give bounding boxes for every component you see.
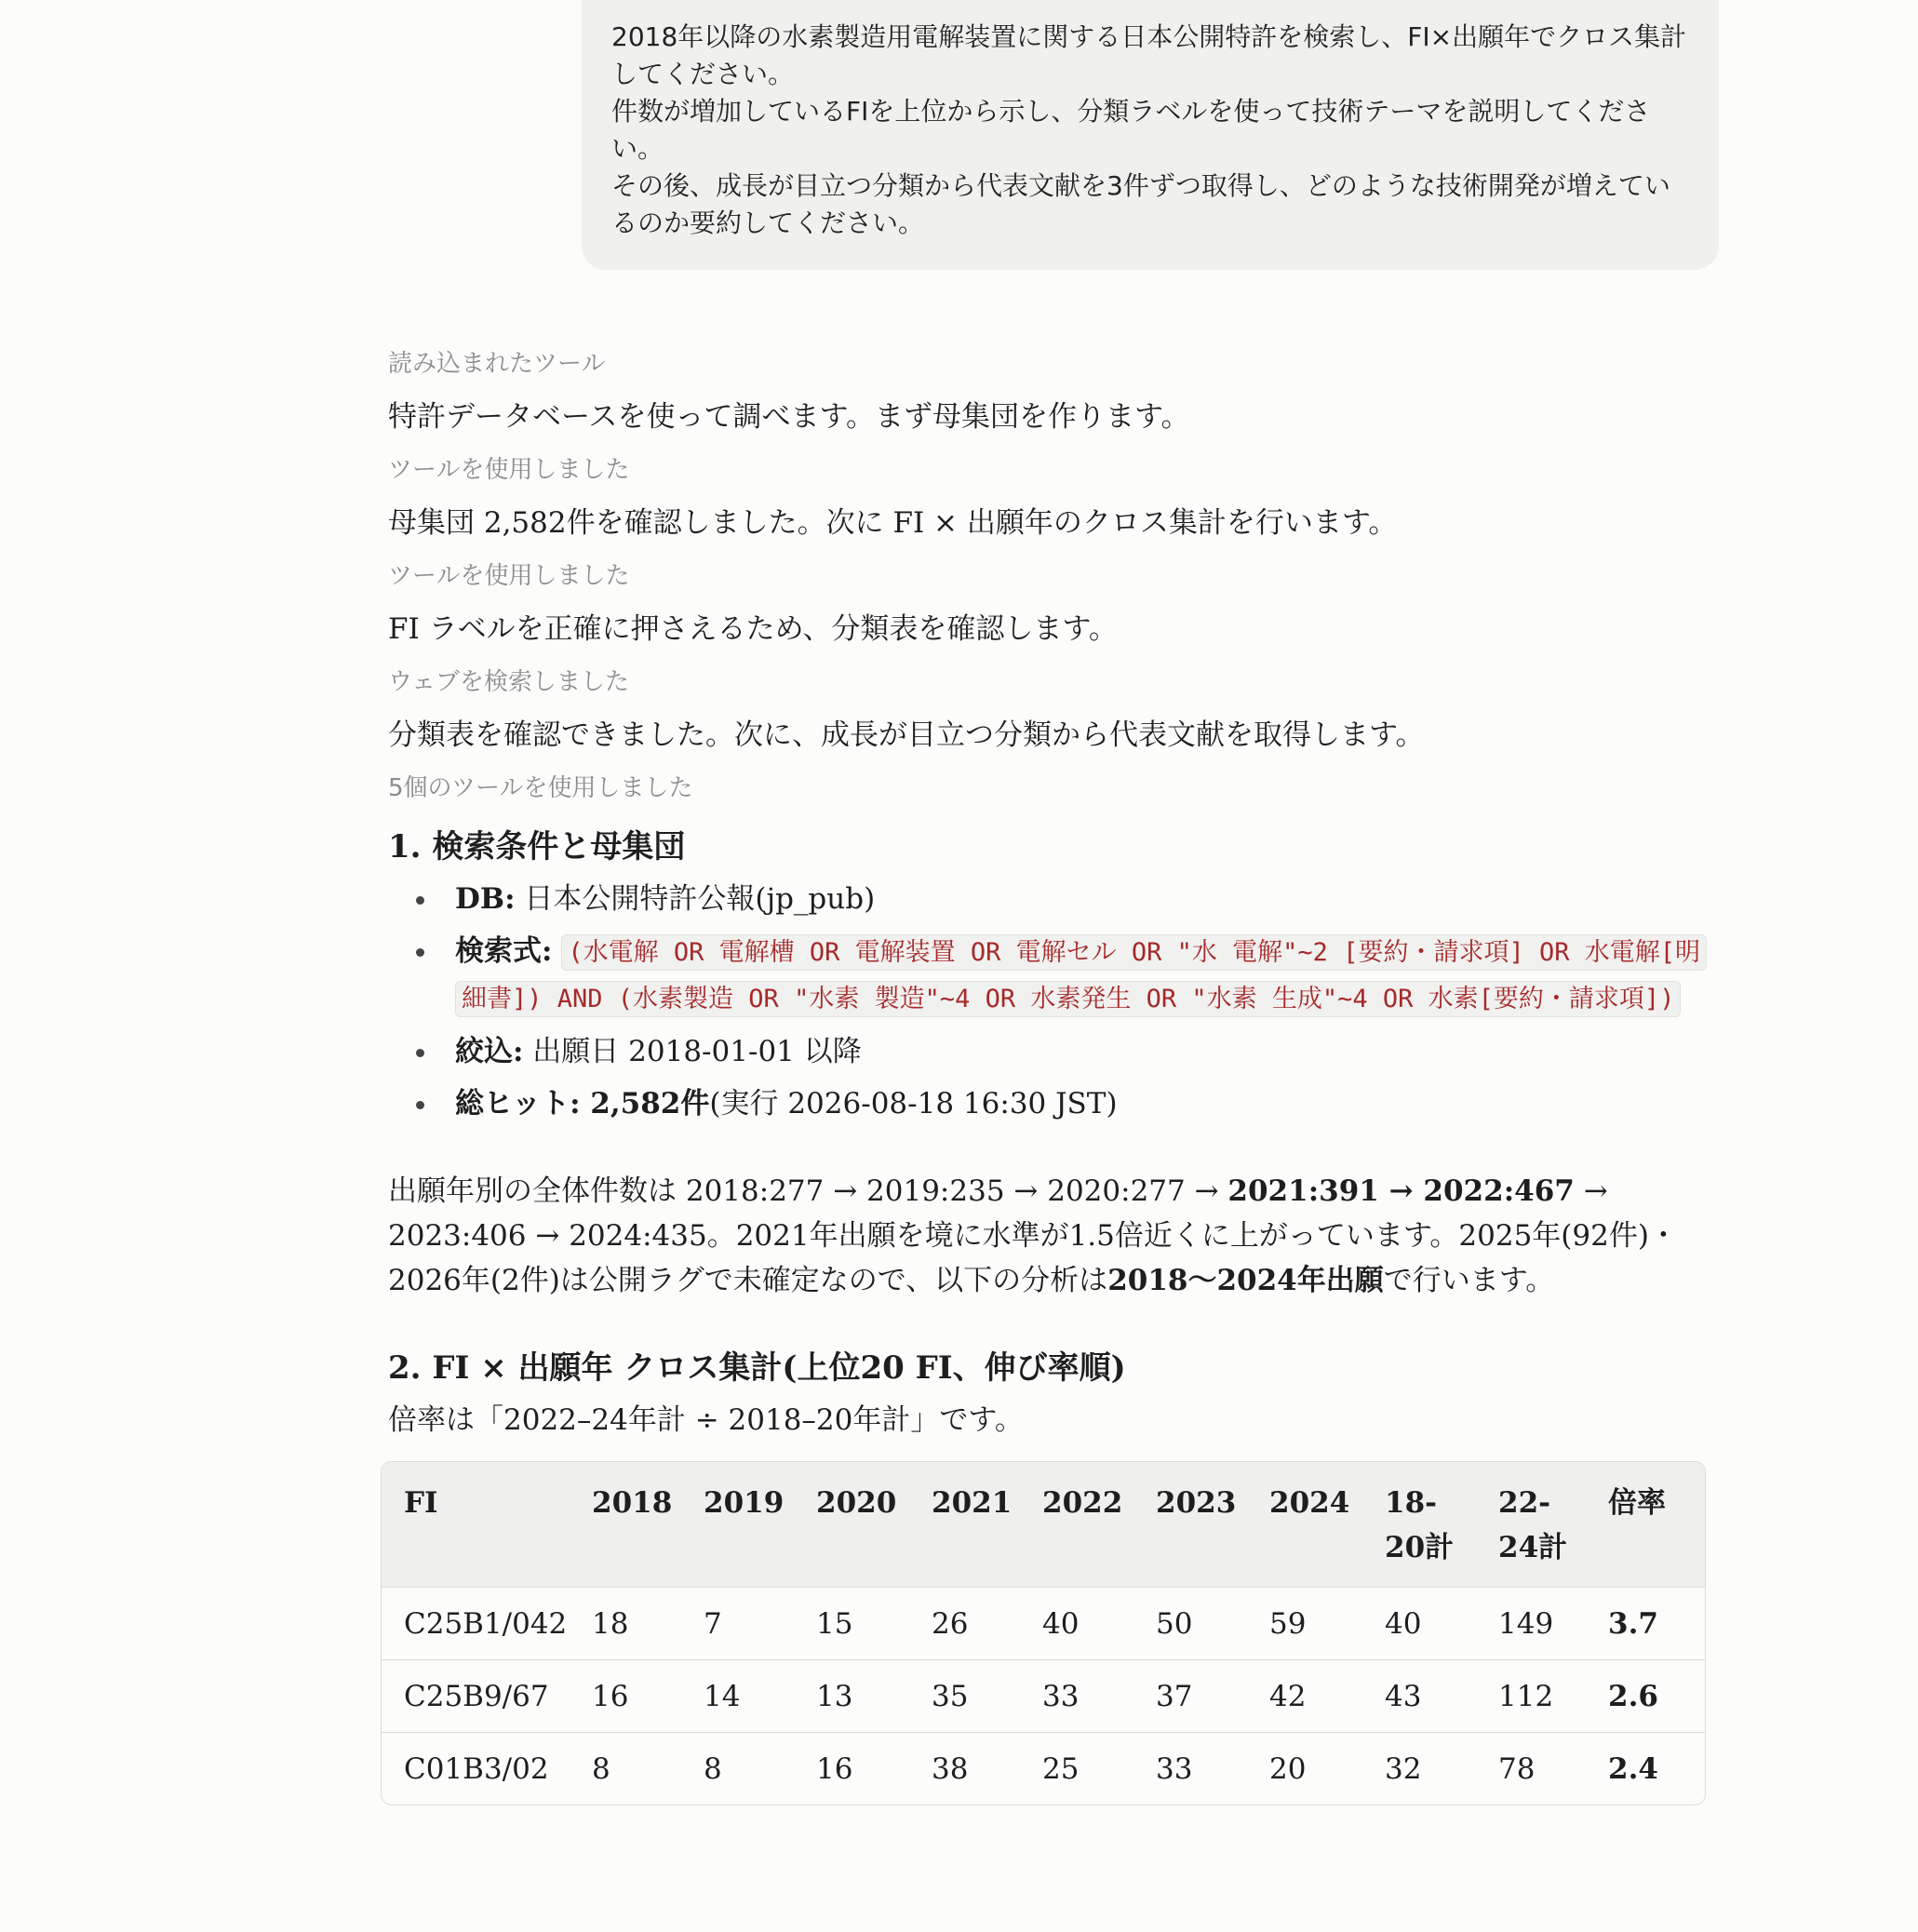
table-header-cell: 2022 — [1042, 1486, 1123, 1520]
table-cell: 43 — [1362, 1660, 1476, 1733]
table-cell: 32 — [1362, 1733, 1476, 1805]
table-cell: 50 — [1133, 1588, 1247, 1660]
table-cell: 59 — [1247, 1588, 1362, 1660]
assistant-message-3: FI ラベルを正確に押さえるため、分類表を確認します。 — [388, 612, 1118, 646]
user-message-line-1: 2018年以降の水素製造用電解装置に関する日本公開特許を検索し、FI×出願年でクロス集計してください。 — [611, 21, 1687, 89]
table-cell: 13 — [794, 1660, 909, 1733]
table-cell: 16 — [794, 1733, 909, 1805]
table-header-cell: 2024 — [1269, 1486, 1350, 1520]
table-cell: 149 — [1476, 1588, 1586, 1660]
list-item-query — [455, 929, 1710, 1022]
table-cell: 37 — [1133, 1660, 1247, 1733]
table-header-cell: FI — [404, 1486, 438, 1520]
search-conditions-list — [388, 877, 1710, 1126]
table-cell: 20 — [1247, 1733, 1362, 1805]
table-cell: 40 — [1020, 1588, 1133, 1660]
table-cell: 35 — [909, 1660, 1020, 1733]
list-item-filter — [455, 1029, 1710, 1074]
table-cell: C25B9/67 — [382, 1660, 570, 1733]
section-2-heading: 2. FI × 出願年 クロス集計(上位20 FI、伸び率順) — [388, 1349, 1126, 1387]
list-item-db — [455, 877, 1710, 921]
table-cell: 16 — [570, 1660, 681, 1733]
table-cell: 33 — [1020, 1660, 1133, 1733]
paragraph-text-1: 出願年別の全体件数は 2018:277 → 2019:235 → 2020:277 → — [388, 1174, 1228, 1208]
tools-used-5-status[interactable]: 5個のツールを使用しました — [388, 774, 693, 802]
table-header-cell: 2020 — [816, 1486, 897, 1520]
hits-value: 2,582件 — [580, 1087, 710, 1120]
table-cell: 15 — [794, 1588, 909, 1660]
db-label: DB: — [455, 882, 516, 916]
section-1-heading: 1. 検索条件と母集団 — [388, 828, 686, 865]
user-message-bubble — [582, 0, 1719, 270]
web-search-status[interactable]: ウェブを検索しました — [388, 668, 629, 696]
table-row — [382, 1660, 1705, 1733]
db-value: 日本公開特許公報(jp_pub) — [515, 882, 876, 916]
query-label: 検索式: — [455, 934, 553, 968]
user-message-line-3: その後、成長が目立つ分類から代表文献を3件ずつ取得し、どのような技術開発が増えているのか要約してください。 — [611, 170, 1670, 238]
search-query-code: (水電解 OR 電解槽 OR 電解装置 OR 電解セル OR "水 電解"~2 [要約・請求項] OR 水電解[明細書]) AND (水素製造 OR "水素 製造"~4 OR 水素発生 OR "水素 生成"~4 OR 水素[要約・請求項]) — [455, 934, 1707, 1017]
table-cell: 8 — [681, 1733, 794, 1805]
table-cell: 33 — [1133, 1733, 1247, 1805]
table-cell: 25 — [1020, 1733, 1133, 1805]
list-item-hits — [455, 1081, 1710, 1126]
assistant-response — [388, 346, 1710, 1805]
paragraph-text-2: → 2023:406 → 2024:435。2021年出願を境に水準が1.5倍近くに上がっています。2025年(92件)・2026年(2件)は公開ラグで未確定なので、以下の分析は — [388, 1174, 1678, 1297]
table-cell: 42 — [1247, 1660, 1362, 1733]
tool-used-status-2[interactable]: ツールを使用しました — [388, 562, 630, 590]
table-cell: 26 — [909, 1588, 1020, 1660]
table-header-cell: 2021 — [932, 1486, 1013, 1520]
table-cell: 14 — [681, 1660, 794, 1733]
table-cell: 40 — [1362, 1588, 1476, 1660]
table-row — [382, 1733, 1705, 1805]
table-cell: 2.6 — [1586, 1660, 1705, 1733]
tool-used-status-1[interactable]: ツールを使用しました — [388, 456, 630, 484]
assistant-message-2: 母集団 2,582件を確認しました。次に FI × 出願年のクロス集計を行います。 — [388, 506, 1398, 540]
yearly-summary-paragraph — [388, 1169, 1710, 1303]
table-header-cell: 2019 — [704, 1486, 785, 1520]
table-header-cell: 2018 — [592, 1486, 673, 1520]
table-cell: 18 — [570, 1588, 681, 1660]
table-cell: 8 — [570, 1733, 681, 1805]
table-cell: 112 — [1476, 1660, 1586, 1733]
filter-value: 出願日 2018-01-01 以降 — [523, 1035, 862, 1068]
user-message-line-2: 件数が増加しているFIを上位から示し、分類ラベルを使って技術テーマを説明してください。 — [611, 96, 1651, 164]
table-cell: 38 — [909, 1733, 1020, 1805]
table-header-cell: 22-24計 — [1498, 1486, 1568, 1564]
filter-label: 絞込: — [455, 1035, 524, 1068]
fi-year-table — [381, 1461, 1706, 1805]
table-row — [382, 1588, 1705, 1660]
table-header-cell: 18-20計 — [1385, 1486, 1455, 1564]
table-cell: 2.4 — [1586, 1733, 1705, 1805]
tools-loaded-status[interactable]: 読み込まれたツール — [388, 350, 606, 378]
ratio-note: 倍率は「2022–24年計 ÷ 2018–20年計」です。 — [388, 1403, 1024, 1437]
paragraph-text-3: で行います。 — [1383, 1264, 1555, 1297]
table-cell: 7 — [681, 1588, 794, 1660]
table-header-cell: 倍率 — [1608, 1486, 1666, 1520]
table-cell: C01B3/02 — [382, 1733, 570, 1805]
table-cell: C25B1/042 — [382, 1588, 570, 1660]
hits-label: 総ヒット: — [455, 1087, 581, 1120]
table-cell: 3.7 — [1586, 1588, 1705, 1660]
paragraph-bold-2: 2018〜2024年出願 — [1107, 1264, 1384, 1297]
table-header-row — [382, 1462, 1705, 1588]
assistant-message-1: 特許データベースを使って調べます。まず母集団を作ります。 — [388, 400, 1190, 434]
hits-note: (実行 2026-08-18 16:30 JST) — [709, 1087, 1118, 1120]
assistant-message-4: 分類表を確認できました。次に、成長が目立つ分類から代表文献を取得します。 — [388, 718, 1425, 752]
table-header-cell: 2023 — [1156, 1486, 1237, 1520]
table-cell: 78 — [1476, 1733, 1586, 1805]
paragraph-bold-1: 2021:391 → 2022:467 — [1227, 1174, 1575, 1208]
